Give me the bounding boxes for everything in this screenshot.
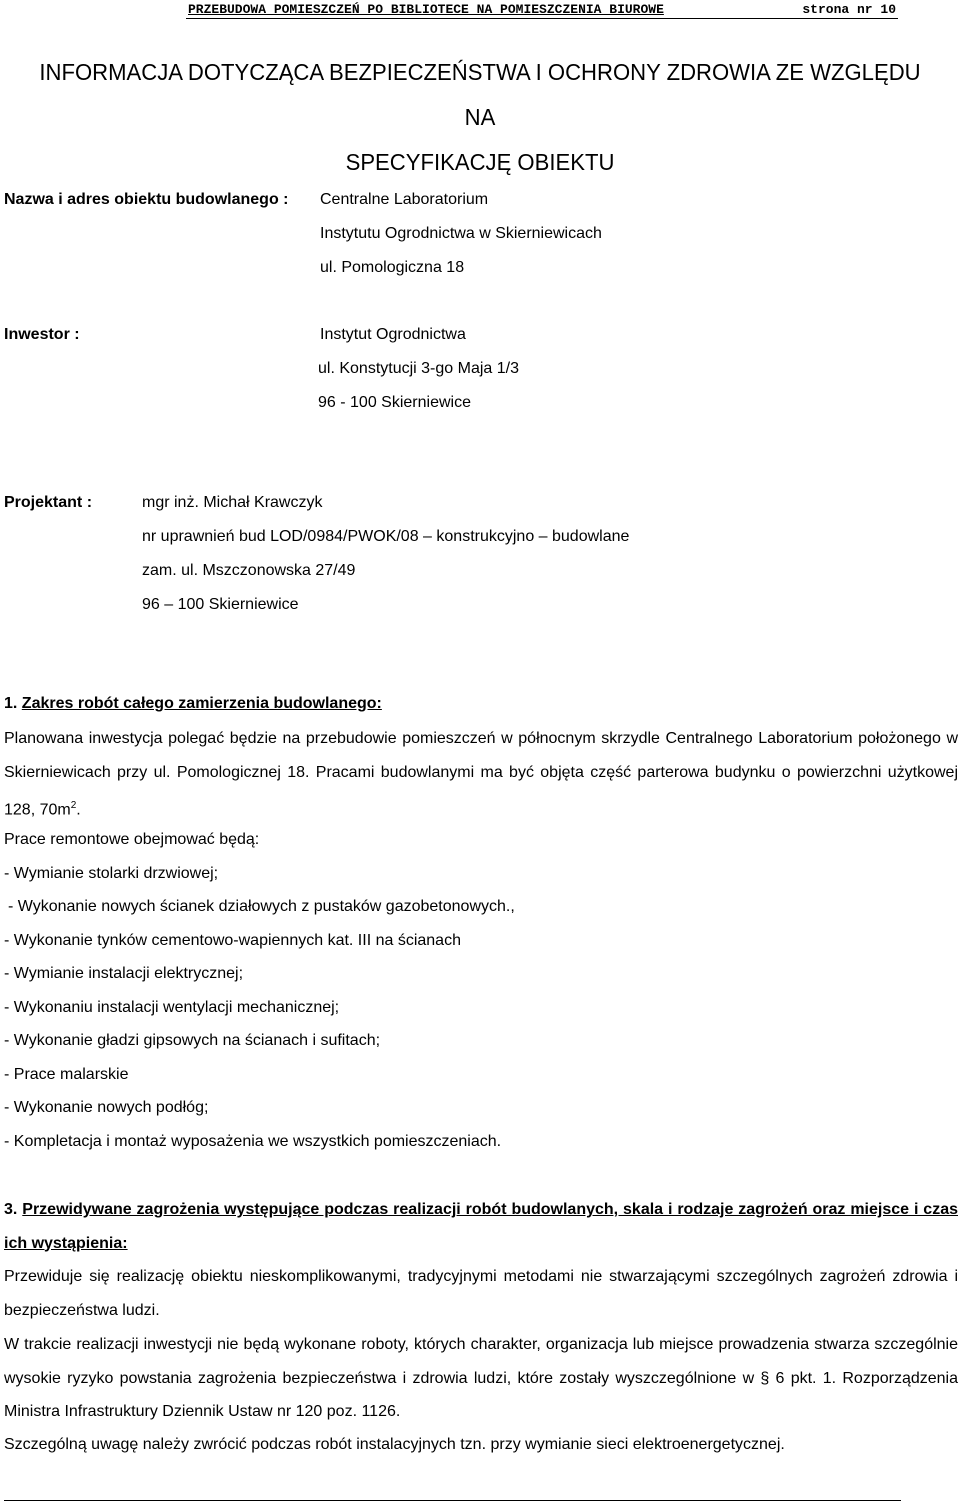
object-label: Nazwa i adres obiektu budowlanego :	[4, 191, 289, 208]
list-item: - Wymianie instalacji elektrycznej;	[4, 965, 244, 982]
section-1-title: Zakres robót całego zamierzenia budowlanego:	[21, 695, 382, 712]
header-title: PRZEBUDOWA POMIESZCZEŃ PO BIBLIOTECE NA POMIESZCZENIA BIUROWE	[188, 2, 664, 17]
paragraph-line: W trakcie realizacji inwestycji nie będą wykonane roboty, których charakter, organizacja lub miejsce prowadzenia stwarza szczególnie	[4, 1336, 958, 1353]
area-superscript: 2	[70, 800, 77, 811]
section-3-paragraph-3: Szczególną uwagę należy zwrócić podczas robót instalacyjnych tzn. przy wymianie sieci elektroenergetycznej.	[4, 1436, 785, 1453]
section-3-heading-line	[4, 1193, 958, 1227]
list-item: - Wykonanie nowych podłóg;	[4, 1099, 209, 1116]
paragraph-line: wysokie ryzyko powstania zagrożenia bezpieczeństwa i zdrowia ludzi, które zostały wyszczególnione w § 6 pkt. 1. Rozporządzenia	[4, 1369, 958, 1387]
list-item: - Wykonanie nowych ścianek działowych z pustaków gazobetonowych.,	[8, 898, 515, 915]
page-number: strona nr 10	[802, 2, 896, 17]
section-3-paragraph-2	[4, 1328, 958, 1429]
paragraph-line: Ministra Infrastruktury Dziennik Ustaw nr 120 poz. 1126.	[4, 1403, 401, 1420]
investor-line-1: Instytut Ogrodnictwa	[320, 326, 466, 343]
footer-divider	[4, 1500, 901, 1501]
section-1-heading	[4, 695, 382, 713]
title-line-2: SPECYFIKACJĘ OBIEKTU	[345, 149, 615, 175]
section-1-paragraph	[4, 722, 958, 827]
designer-line-3: zam. ul. Mszczonowska 27/49	[142, 562, 356, 579]
section-3-number: 3.	[4, 1201, 18, 1218]
section-3-paragraph-1	[4, 1260, 958, 1327]
object-line-2: Instytutu Ogrodnictwa w Skierniewicach	[320, 225, 602, 242]
works-intro: Prace remontowe obejmować będą:	[4, 831, 260, 848]
page-header	[186, 0, 898, 19]
list-item: - Wykonanie gładzi gipsowych na ścianach i sufitach;	[4, 1032, 381, 1049]
paragraph-line: Planowana inwestycja polegać będzie na przebudowie pomieszczeń w północnym skrzydle Centralnego Laboratorium położonego w	[4, 730, 958, 747]
list-item: - Wymianie stolarki drzwiowej;	[4, 865, 219, 882]
investor-line-2: ul. Konstytucji 3-go Maja 1/3	[318, 360, 519, 377]
object-line-1: Centralne Laboratorium	[320, 191, 489, 208]
designer-label: Projektant :	[4, 494, 93, 511]
list-item: - Wykonanie tynków cementowo-wapiennych kat. III na ścianach	[4, 932, 461, 949]
paragraph-line: Przewiduje się realizację obiektu nieskomplikowanymi, tradycyjnymi metodami nie stwarzającymi szczególnych zagrożeń zdrowia i	[4, 1268, 958, 1285]
paragraph-line	[4, 789, 958, 827]
investor-label: Inwestor :	[4, 326, 80, 343]
section-1-number: 1.	[4, 695, 18, 712]
list-item: - Wykonaniu instalacji wentylacji mechanicznej;	[4, 999, 340, 1016]
section-3-heading	[4, 1193, 958, 1260]
section-3-title-1: Przewidywane zagrożenia występujące podczas realizacji robót budowlanych, skala i rodzaje zagrożeń oraz miejsce i czas	[22, 1201, 958, 1218]
paragraph-line: Skierniewicach przy ul. Pomologicznej 18. Pracami budowlanymi ma być objęta część parterowa budynku o powierzchni użytkowej	[4, 763, 958, 781]
title-line-1: INFORMACJA DOTYCZĄCA BEZPIECZEŃSTWA I OCHRONY ZDROWIA ZE WZGLĘDU NA	[39, 59, 921, 130]
document-title	[29, 50, 931, 185]
object-line-3: ul. Pomologiczna 18	[320, 259, 465, 276]
paragraph-line: bezpieczeństwa ludzi.	[4, 1301, 160, 1319]
list-item: - Kompletacja i montaż wyposażenia we wszystkich pomieszczeniach.	[4, 1133, 502, 1150]
designer-line-4: 96 – 100 Skierniewice	[142, 596, 299, 613]
list-item: - Prace malarskie	[4, 1066, 129, 1083]
designer-line-2: nr uprawnień bud LOD/0984/PWOK/08 – konstrukcyjno – budowlane	[142, 528, 630, 545]
area-value: 128, 70m	[4, 801, 71, 819]
designer-line-1: mgr inż. Michał Krawczyk	[142, 494, 323, 511]
area-end: .	[76, 801, 81, 819]
investor-line-3: 96 - 100 Skierniewice	[318, 394, 471, 411]
section-3-title-2: ich wystąpienia:	[4, 1234, 128, 1252]
